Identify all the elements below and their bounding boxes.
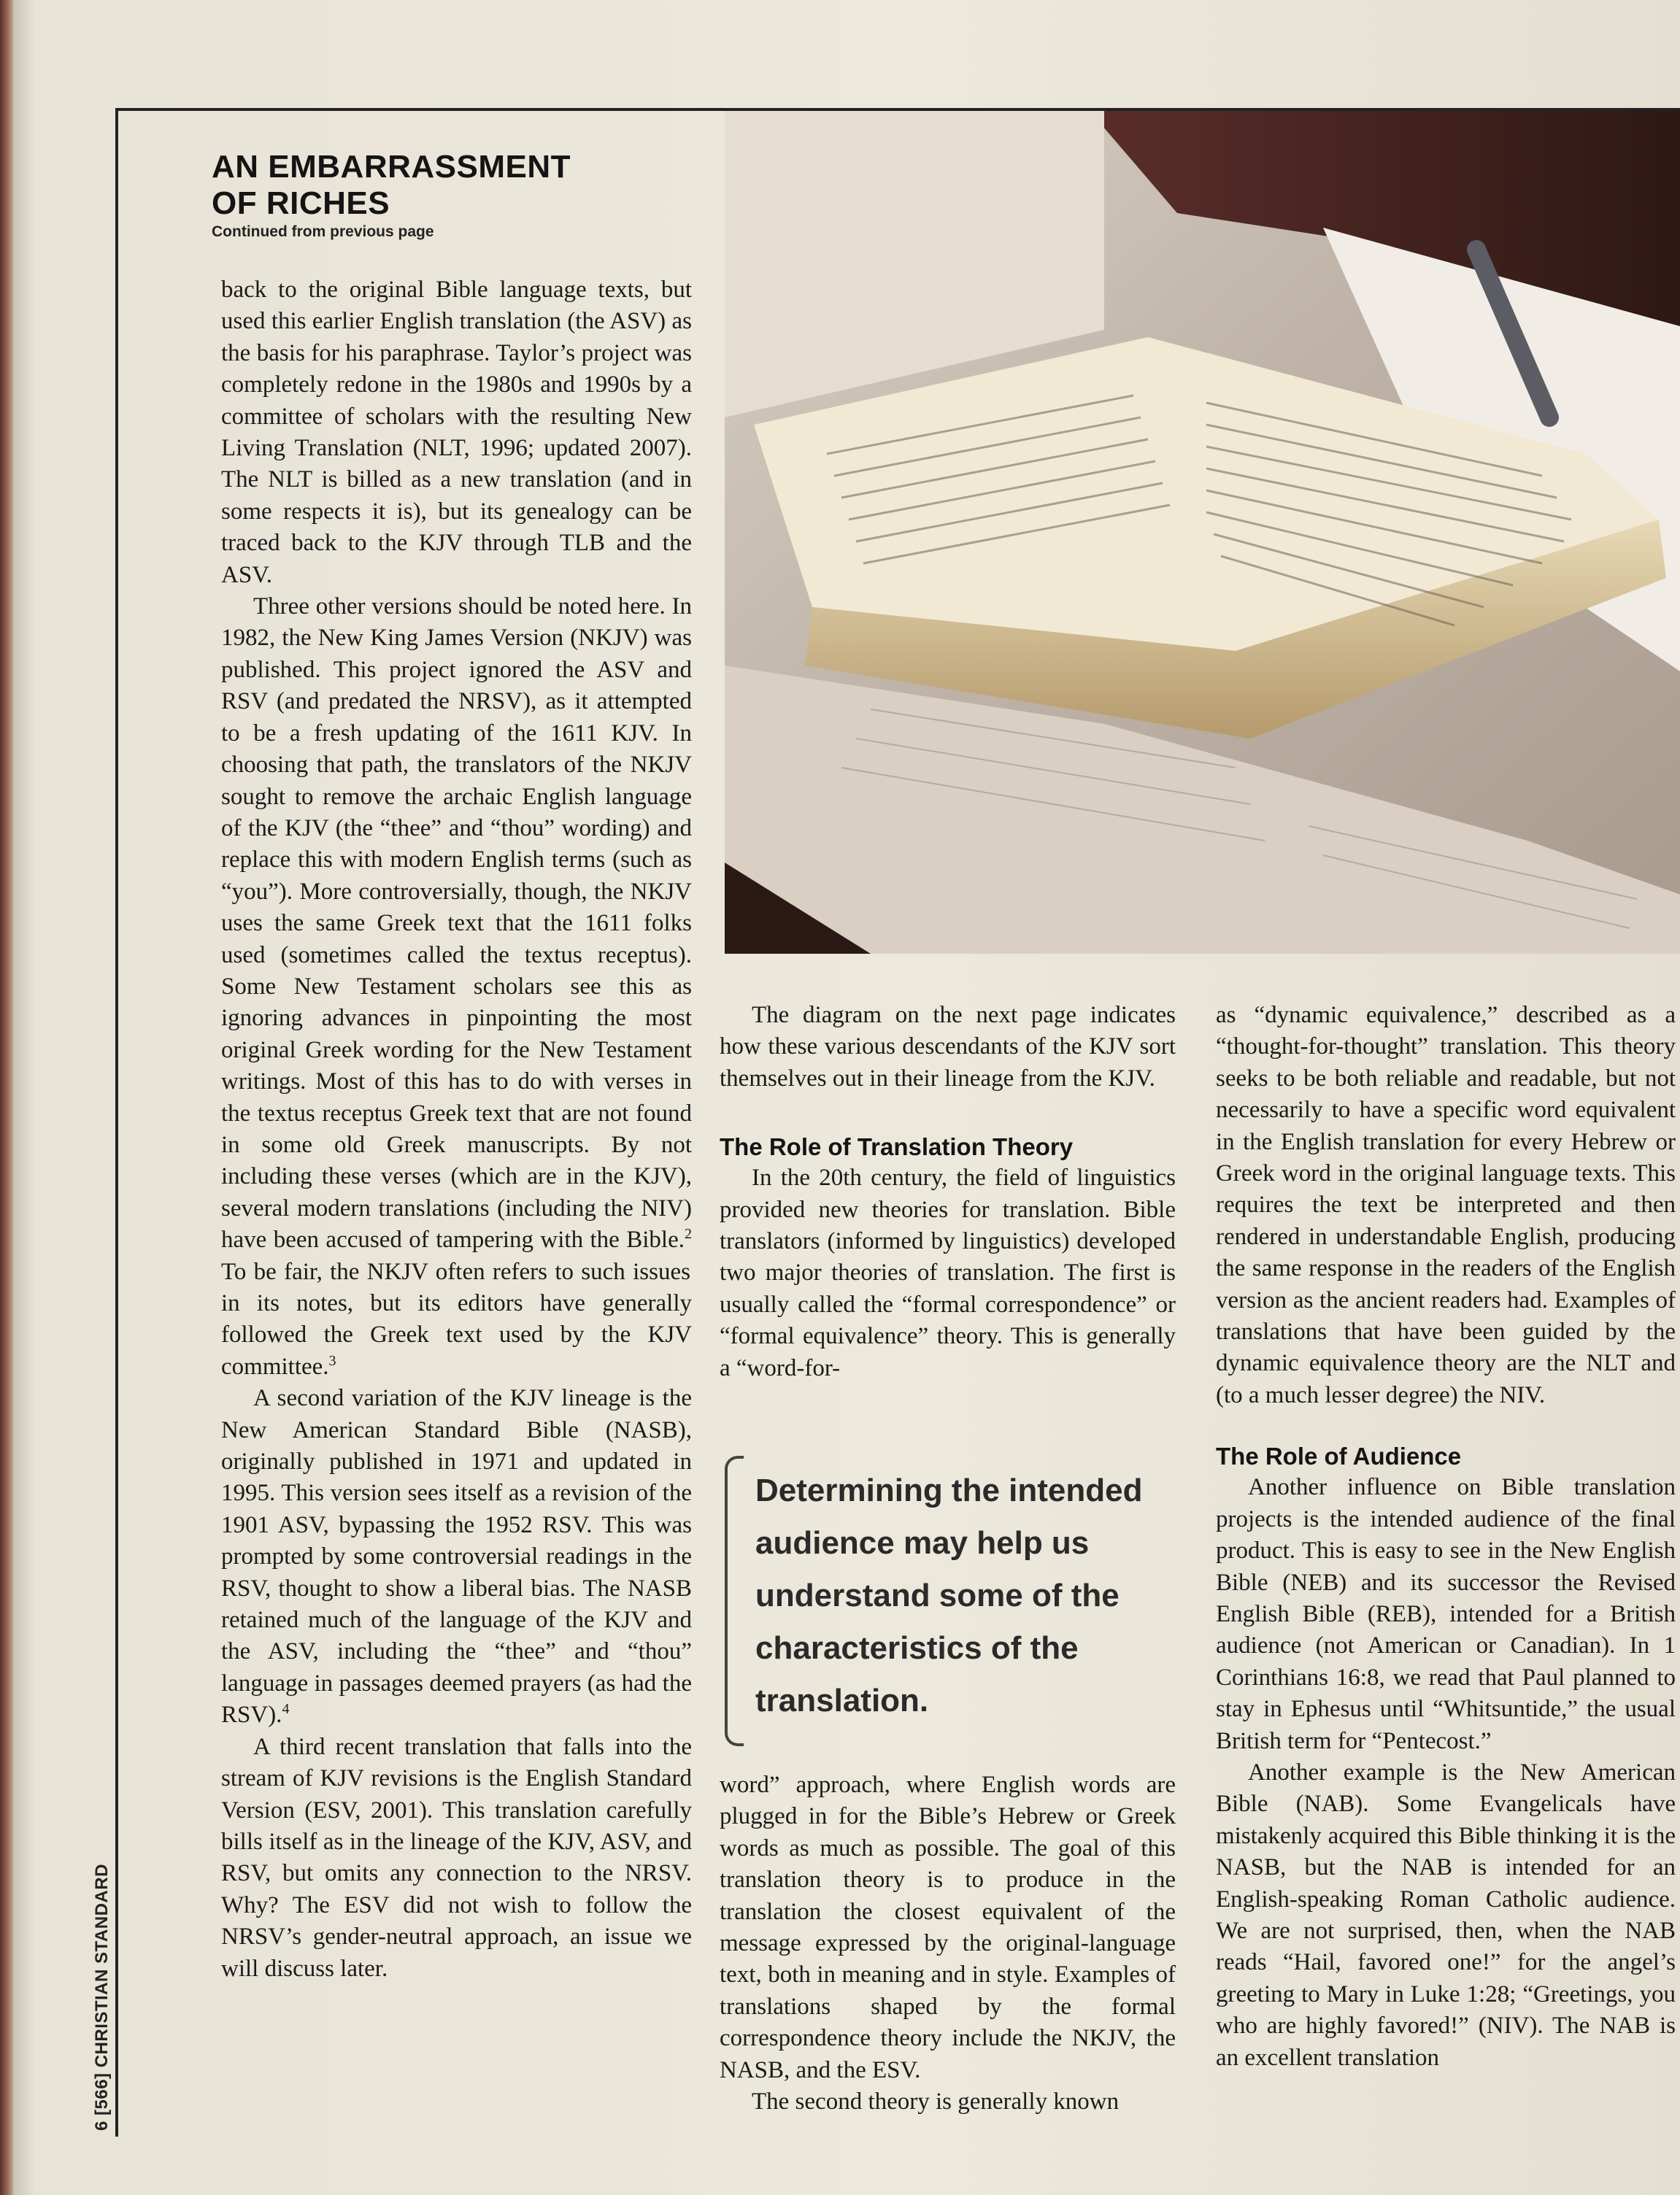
page-folio: 6 [566] CHRISTIAN STANDARD: [92, 1864, 112, 2131]
magazine-spine: [0, 0, 13, 2195]
headline-line-2: OF RICHES: [212, 185, 390, 221]
column-3: [1216, 1000, 1676, 2074]
footnote-marker: 3: [328, 1352, 336, 1369]
section-heading: The Role of Translation Theory: [720, 1133, 1074, 1161]
paragraph-text: To be fair, the NKJV often refers to such issues in its notes, but its editors have generally followed the Greek text used by the KJV committee.: [221, 1258, 692, 1380]
section-heading: The Role of Audience: [1216, 1443, 1462, 1470]
pull-quote-bracket: [725, 1456, 744, 1746]
footnote-marker: 4: [282, 1701, 290, 1718]
pull-quote: [725, 1448, 1177, 1748]
frame-rule-left: [115, 108, 118, 2137]
column-1: [221, 274, 692, 1985]
continued-note: Continued from previous page: [212, 223, 434, 240]
paragraph: The diagram on the next page indicates how these various descendants of the KJV sort themselves out in their lineage from the KJV.: [720, 1002, 1176, 1092]
paragraph: [221, 591, 692, 1383]
paragraph: Another influence on Bible translation projects is the intended audience of the final product. This is easy to see in the New English Bible (NEB) and its successor the Revised English Bible (REB), intended for a British audience (not American or Canadian). In 1 Corinthians 16:8, we read that Paul planned to stay in Ephesus until “Whitsuntide,” the usual British term for “Pentecost.”: [1216, 1474, 1676, 1754]
paragraph-text: Three other versions should be noted here. In 1982, the New King James Version (NKJV) was published. This project ignored the ASV and RSV (and predated the NRSV), as it attempted to be a fresh updating of the 1611 KJV. In choosing that path, the translators of the NKJV sought to remove the archaic English language of the KJV (the “thee” and “thou” wording) and replace this with modern English terms (such as “you”). More controversially, though, the NKJV uses the same Greek text that the 1611 folks used (sometimes called the textus receptus). Some New Testament scholars see this as ignoring advances in pinpointing the most original Greek wording for the New Testament writings. Most of this has to do with verses in the textus receptus Greek text that are not found in some old Greek manuscripts. By not including these verses (which are in the KJV), several modern translations (including the NIV) have been accused of tampering with the Bible.: [221, 593, 692, 1254]
paragraph-text: A second variation of the KJV lineage is the New American Standard Bible (NASB), originally published in 1971 and updated in 1995. This version sees itself as a revision of the 1901 ASV, bypassing the 1952 RSV. This was prompted by some controversial readings in the RSV, thought to show a liberal bias. The NASB retained much of the language of the KJV and the ASV, including the “thee” and “thou” language in passages deemed prayers (as had the RSV).: [221, 1385, 692, 1729]
paragraph: A third recent translation that falls into the stream of KJV revisions is the English Standard Version (ESV, 2001). This translation carefully bills itself as in the lineage of the KJV, ASV, and RSV, but omits any connection to the NRSV. Why? The ESV did not wish to follow the NRSV’s gender-neutral approach, an issue we will discuss later.: [221, 1733, 692, 1982]
paragraph: Another example is the New American Bible (NAB). Some Evangelicals have mistakenly acquired this Bible thinking it is the NASB, but the NAB is intended for an English-speaking Roman Catholic audience. We are not surprised, then, when the NAB reads “Hail, favored one!” for the angel’s greeting to Mary in Luke 1:28; “Greetings, you who are highly favored!” (NIV). The NAB is an excellent translation: [1216, 1759, 1676, 2071]
column-2: [720, 1000, 1176, 1384]
paragraph: In the 20th century, the field of linguistics provided new theories for translation. Bible translators (informed by linguistics) developed two major theories of translation. The first is usually called the “formal correspondence” or “formal equivalence” theory. This is generally a “word-for-: [720, 1165, 1176, 1381]
open-bible-photo: [725, 111, 1680, 954]
paragraph: [221, 1383, 692, 1731]
footnote-marker: 2: [685, 1226, 692, 1243]
paragraph: back to the original Bible language texts, but used this earlier English translation (the ASV) as the basis for his paraphrase. Taylor’s project was completely redone in the 1980s and 1990s by a committee of scholars with the resulting New Living Translation (NLT, 1996; updated 2007). The NLT is billed as a new translation (and in some respects it is), but its genealogy can be traced back to the KJV through TLB and the ASV.: [221, 277, 692, 588]
paragraph: as “dynamic equivalence,” described as a “thought-for-thought” translation. This theory seeks to be both reliable and readable, but not necessarily to have a specific word equivalent in the English translation for every Hebrew or Greek word in the original language texts. This requires the text be interpreted and then rendered in understandable English, producing the same response in the readers of the English version as the ancient readers had. Examples of translations that have been guided by the dynamic equivalence theory are the NLT and (to a much lesser degree) the NIV.: [1216, 1002, 1676, 1408]
magazine-page: [13, 0, 1680, 2195]
article-headline: [212, 149, 723, 222]
column-2-continued: [720, 1770, 1176, 2118]
paragraph: word” approach, where English words are plugged in for the Bible’s Hebrew or Greek words as much as possible. The goal of this translation theory is to produce in the translation the closest equivalent of the message expressed by the original-language text, both in meaning and in style. Examples of translations shaped by the formal correspondence theory include the NKJV, the NASB, and the ESV.: [720, 1772, 1176, 2083]
paragraph: The second theory is generally known: [752, 2088, 1120, 2115]
headline-line-1: AN EMBARRASSMENT: [212, 149, 571, 185]
pull-quote-text: Determining the intended audience may help us understand some of the characteristics of the translation.: [755, 1473, 1143, 1718]
